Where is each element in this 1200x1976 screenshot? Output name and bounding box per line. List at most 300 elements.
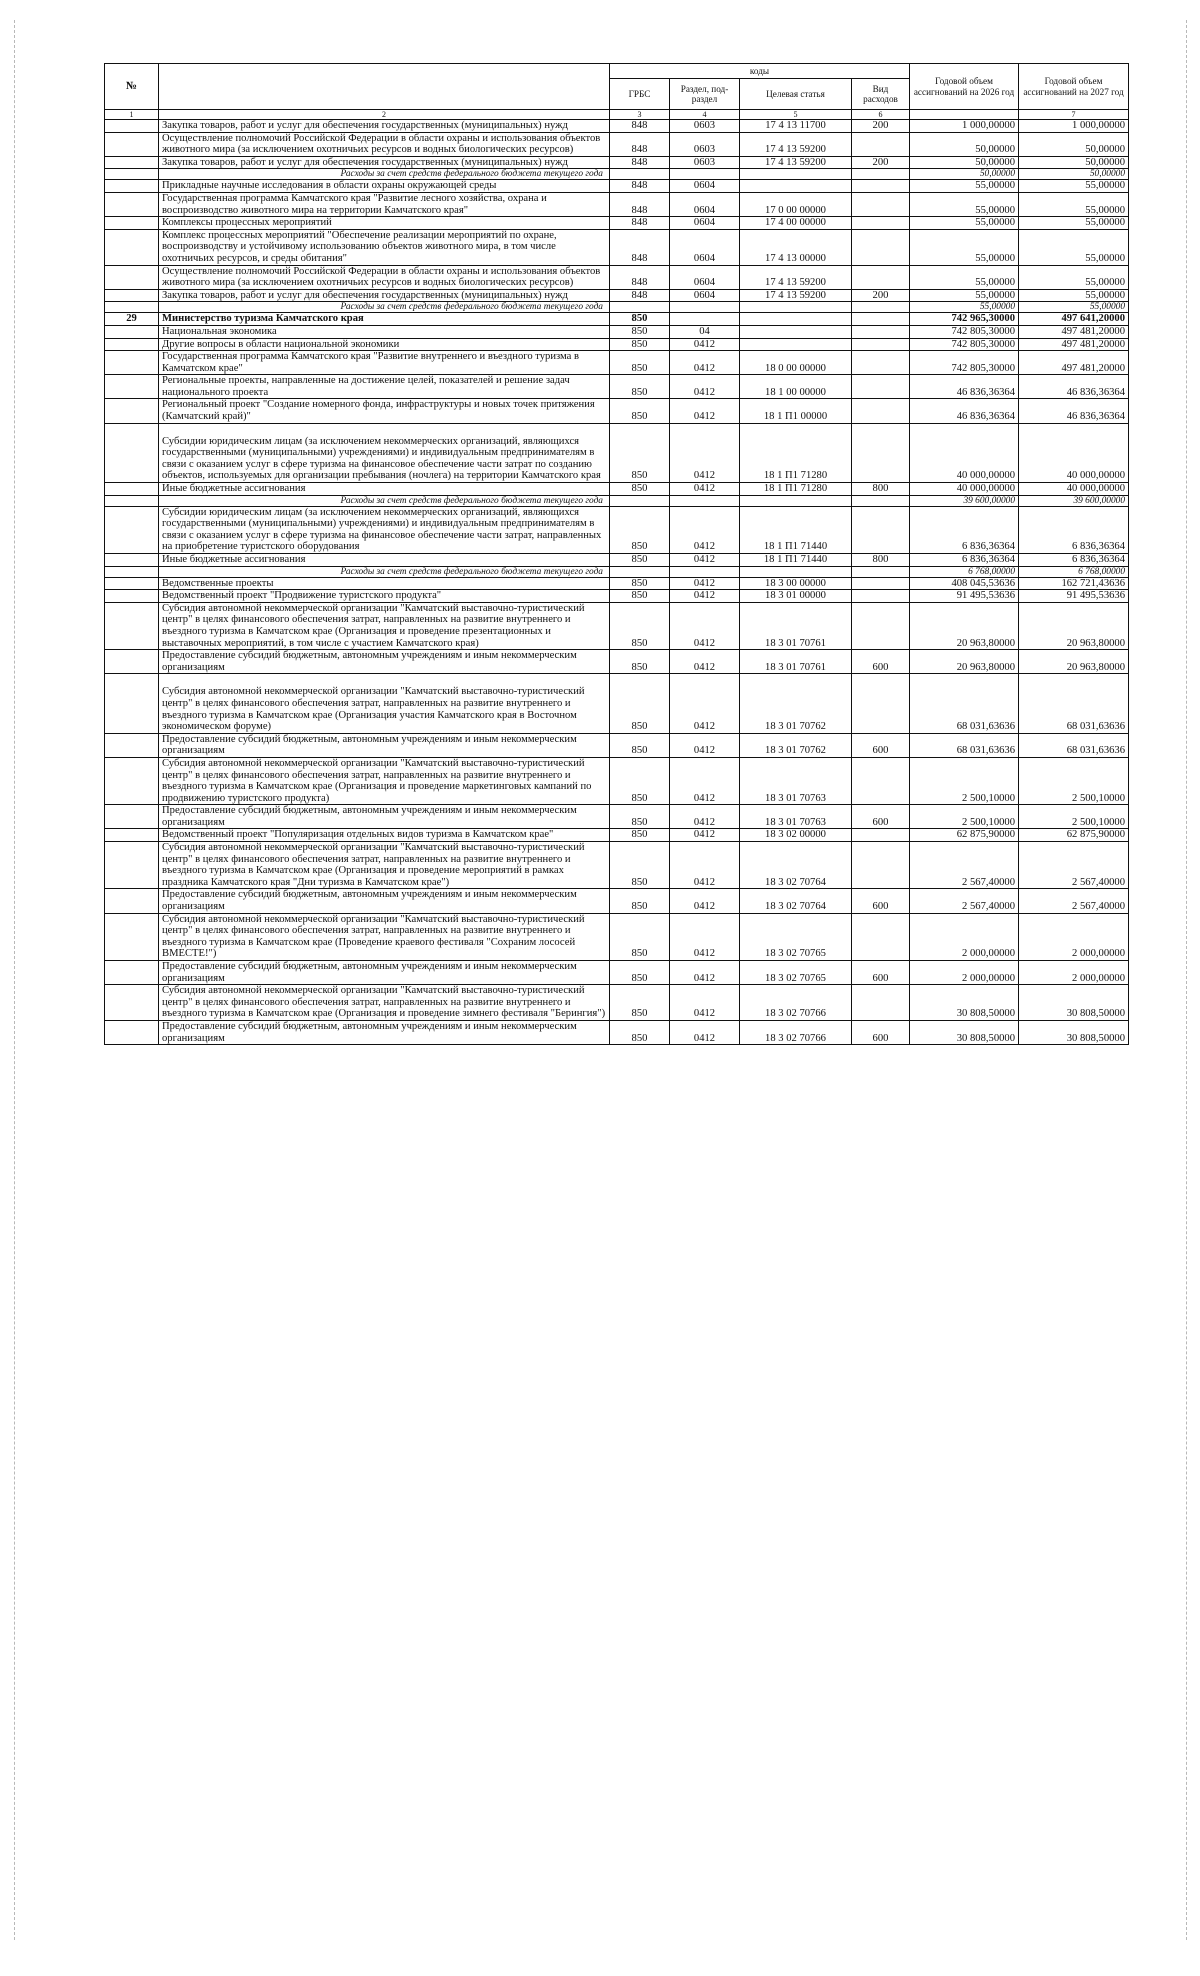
row-grbs: 850: [610, 805, 670, 829]
row-number: [105, 1020, 159, 1044]
row-amount-2026: 2 567,40000: [910, 889, 1019, 913]
row-amount-2026: 742 805,30000: [910, 351, 1019, 375]
row-amount-2026: 2 500,10000: [910, 805, 1019, 829]
row-target: [740, 302, 852, 313]
row-kind: [852, 192, 910, 216]
row-target: 18 3 00 00000: [740, 577, 852, 590]
row-section: 0412: [670, 399, 740, 423]
header-index: [910, 110, 1019, 120]
row-section: 0412: [670, 375, 740, 399]
header-2026: Годовой объем ассигнований на 2026 год: [910, 64, 1019, 110]
row-kind: [852, 506, 910, 553]
row-target: 18 3 02 70766: [740, 1020, 852, 1044]
row-kind: [852, 302, 910, 313]
row-kind: 600: [852, 889, 910, 913]
row-section: 0412: [670, 913, 740, 960]
row-amount-2026: 30 808,50000: [910, 985, 1019, 1021]
row-section: [670, 313, 740, 326]
row-name: Предоставление субсидий бюджетным, автономным учреждениям и иным некоммерческим организациям: [159, 889, 610, 913]
row-number: [105, 180, 159, 193]
row-amount-2027: 6 768,00000: [1019, 566, 1129, 577]
row-name: Другие вопросы в области национальной экономики: [159, 338, 610, 351]
row-amount-2026: 55,00000: [910, 217, 1019, 230]
row-kind: [852, 829, 910, 842]
row-amount-2026: 742 805,30000: [910, 325, 1019, 338]
row-grbs: 850: [610, 313, 670, 326]
row-kind: [852, 399, 910, 423]
row-name: Иные бюджетные ассигнования: [159, 483, 610, 496]
row-grbs: 850: [610, 829, 670, 842]
row-amount-2027: 55,00000: [1019, 180, 1129, 193]
row-amount-2026: 50,00000: [910, 132, 1019, 156]
row-grbs: 850: [610, 733, 670, 757]
row-kind: [852, 495, 910, 506]
row-grbs: 850: [610, 325, 670, 338]
table-row: [105, 375, 1129, 399]
row-grbs: 850: [610, 351, 670, 375]
row-target: 17 4 13 59200: [740, 265, 852, 289]
row-number: [105, 483, 159, 496]
table-body: [105, 120, 1129, 1045]
row-amount-2027: 2 000,00000: [1019, 913, 1129, 960]
row-name: Осуществление полномочий Российской Федерации в области охраны и использования объектов животного мира (за исключением охотничьих ресурсов и водных биологических ресурсов): [159, 132, 610, 156]
row-target: 18 1 00 00000: [740, 375, 852, 399]
row-grbs: 848: [610, 156, 670, 169]
row-section: 0603: [670, 132, 740, 156]
table-row: [105, 805, 1129, 829]
row-grbs: 850: [610, 842, 670, 889]
row-amount-2027: 46 836,36364: [1019, 375, 1129, 399]
table-row: [105, 156, 1129, 169]
header-name: [159, 64, 610, 110]
row-grbs: [610, 495, 670, 506]
row-amount-2026: 40 000,00000: [910, 423, 1019, 482]
row-amount-2026: 6 836,36364: [910, 554, 1019, 567]
row-section: 0412: [670, 961, 740, 985]
row-number: [105, 423, 159, 482]
row-number: [105, 650, 159, 674]
row-name: Субсидия автономной некоммерческой организации "Камчатский выставочно-туристический центр" в целях финансового обеспечения затрат, направленных на развитие внутреннего и въездного туризма в Камчатском крае (Организация и проведение маркетинговых кампаний по продвижению туристского продукта): [159, 757, 610, 804]
row-section: 0412: [670, 590, 740, 603]
row-target: 17 4 13 11700: [740, 120, 852, 133]
row-amount-2027: 497 481,20000: [1019, 338, 1129, 351]
row-section: 0412: [670, 674, 740, 733]
table-row: [105, 217, 1129, 230]
row-amount-2027: 162 721,43636: [1019, 577, 1129, 590]
table-row: [105, 423, 1129, 482]
row-target: 18 3 01 70761: [740, 650, 852, 674]
row-grbs: 850: [610, 338, 670, 351]
row-amount-2026: 46 836,36364: [910, 399, 1019, 423]
row-name: Субсидии юридическим лицам (за исключением некоммерческих организаций, являющихся государственными (муниципальными) учреждениями) и индивидуальным предпринимателям в связи с оказанием услуг в сфере туризма на финансовое обеспечение части затрат по созданию объектов, используемых для организации пребывания (ночлега) на территории Камчатского края: [159, 423, 610, 482]
row-section: 0604: [670, 265, 740, 289]
row-kind: [852, 325, 910, 338]
row-amount-2026: 68 031,63636: [910, 674, 1019, 733]
row-section: 0412: [670, 650, 740, 674]
row-number: [105, 506, 159, 553]
row-number: [105, 602, 159, 649]
row-kind: 600: [852, 961, 910, 985]
row-section: [670, 495, 740, 506]
row-amount-2026: 2 000,00000: [910, 913, 1019, 960]
row-kind: 200: [852, 120, 910, 133]
table-row: [105, 1020, 1129, 1044]
row-target: 18 1 П1 71280: [740, 423, 852, 482]
row-kind: 200: [852, 289, 910, 302]
row-grbs: 850: [610, 375, 670, 399]
row-number: [105, 156, 159, 169]
row-name: Закупка товаров, работ и услуг для обеспечения государственных (муниципальных) нужд: [159, 289, 610, 302]
row-kind: [852, 566, 910, 577]
row-grbs: [610, 302, 670, 313]
row-name: Комплекс процессных мероприятий "Обеспечение реализации мероприятий по охране, воспроизводству и устойчивому использованию объектов животного мира, в том числе охотничьих ресурсов, и среды обитания": [159, 229, 610, 265]
row-grbs: 850: [610, 577, 670, 590]
row-amount-2026: 68 031,63636: [910, 733, 1019, 757]
row-amount-2026: 62 875,90000: [910, 829, 1019, 842]
row-name: Ведомственный проект "Популяризация отдельных видов туризма в Камчатском крае": [159, 829, 610, 842]
row-grbs: 850: [610, 913, 670, 960]
header-index: 5: [740, 110, 852, 120]
row-section: 0412: [670, 351, 740, 375]
row-grbs: 850: [610, 757, 670, 804]
row-kind: 200: [852, 156, 910, 169]
row-kind: [852, 217, 910, 230]
row-section: 0412: [670, 985, 740, 1021]
row-grbs: 848: [610, 265, 670, 289]
row-target: 18 3 01 00000: [740, 590, 852, 603]
row-kind: 600: [852, 733, 910, 757]
row-section: 0412: [670, 338, 740, 351]
row-kind: 600: [852, 1020, 910, 1044]
row-number: [105, 120, 159, 133]
row-number: [105, 842, 159, 889]
row-target: 18 3 01 70762: [740, 674, 852, 733]
table-row: [105, 961, 1129, 985]
row-section: 0603: [670, 120, 740, 133]
row-kind: [852, 577, 910, 590]
row-number: 29: [105, 313, 159, 326]
row-amount-2026: 742 965,30000: [910, 313, 1019, 326]
row-kind: [852, 757, 910, 804]
row-section: 0412: [670, 842, 740, 889]
row-grbs: 850: [610, 985, 670, 1021]
header-number: №: [105, 64, 159, 110]
row-number: [105, 554, 159, 567]
row-target: 18 3 01 70763: [740, 805, 852, 829]
row-grbs: 848: [610, 180, 670, 193]
row-amount-2026: 55,00000: [910, 192, 1019, 216]
row-number: [105, 217, 159, 230]
row-section: [670, 302, 740, 313]
row-grbs: 850: [610, 961, 670, 985]
row-section: 0412: [670, 554, 740, 567]
row-target: 18 0 00 00000: [740, 351, 852, 375]
row-target: 18 1 П1 71440: [740, 554, 852, 567]
row-target: 18 3 02 70765: [740, 913, 852, 960]
row-amount-2027: 55,00000: [1019, 302, 1129, 313]
row-amount-2026: 50,00000: [910, 156, 1019, 169]
row-amount-2027: 62 875,90000: [1019, 829, 1129, 842]
row-amount-2027: 55,00000: [1019, 289, 1129, 302]
row-amount-2027: 20 963,80000: [1019, 650, 1129, 674]
row-number: [105, 229, 159, 265]
header-section: Раздел, под-раздел: [670, 79, 740, 110]
row-grbs: 848: [610, 289, 670, 302]
row-section: 0412: [670, 889, 740, 913]
row-grbs: 848: [610, 132, 670, 156]
header-index: 1: [105, 110, 159, 120]
table-row: [105, 506, 1129, 553]
row-name: Расходы за счет средств федерального бюджета текущего года: [159, 495, 610, 506]
row-target: 18 3 01 70763: [740, 757, 852, 804]
table-row: [105, 338, 1129, 351]
row-kind: [852, 132, 910, 156]
row-amount-2027: 2 000,00000: [1019, 961, 1129, 985]
row-name: Субсидия автономной некоммерческой организации "Камчатский выставочно-туристический центр" в целях финансового обеспечения затрат, направленных на развитие внутреннего и въездного туризма в Камчатском крае (Организация участия Камчатского края в Восточном экономическом форуме): [159, 674, 610, 733]
row-section: 0412: [670, 805, 740, 829]
row-name: Предоставление субсидий бюджетным, автономным учреждениям и иным некоммерческим организациям: [159, 961, 610, 985]
row-amount-2026: 55,00000: [910, 229, 1019, 265]
row-name: Предоставление субсидий бюджетным, автономным учреждениям и иным некоммерческим организациям: [159, 650, 610, 674]
row-amount-2027: 55,00000: [1019, 229, 1129, 265]
row-grbs: 850: [610, 506, 670, 553]
row-grbs: 850: [610, 483, 670, 496]
row-kind: [852, 602, 910, 649]
row-number: [105, 674, 159, 733]
table-row: [105, 180, 1129, 193]
row-section: 0604: [670, 289, 740, 302]
row-target: [740, 566, 852, 577]
row-grbs: 848: [610, 217, 670, 230]
row-kind: [852, 674, 910, 733]
row-section: 0412: [670, 733, 740, 757]
row-amount-2027: 30 808,50000: [1019, 1020, 1129, 1044]
row-target: [740, 180, 852, 193]
row-number: [105, 985, 159, 1021]
row-kind: [852, 229, 910, 265]
row-kind: 600: [852, 650, 910, 674]
row-amount-2027: 40 000,00000: [1019, 423, 1129, 482]
row-name: Региональные проекты, направленные на достижение целей, показателей и решение задач национального проекта: [159, 375, 610, 399]
row-number: [105, 495, 159, 506]
row-number: [105, 375, 159, 399]
header-grbs: ГРБС: [610, 79, 670, 110]
row-amount-2026: 1 000,00000: [910, 120, 1019, 133]
row-amount-2027: 20 963,80000: [1019, 602, 1129, 649]
scan-edge-right: [1186, 20, 1187, 1940]
table-row: [105, 757, 1129, 804]
row-section: 0604: [670, 180, 740, 193]
row-section: 04: [670, 325, 740, 338]
row-amount-2026: 6 768,00000: [910, 566, 1019, 577]
row-amount-2027: 68 031,63636: [1019, 674, 1129, 733]
row-target: 17 0 00 00000: [740, 192, 852, 216]
row-name: Комплексы процессных мероприятий: [159, 217, 610, 230]
row-kind: [852, 180, 910, 193]
row-target: 17 4 13 00000: [740, 229, 852, 265]
row-number: [105, 169, 159, 180]
table-row: [105, 399, 1129, 423]
row-grbs: 848: [610, 229, 670, 265]
row-grbs: 850: [610, 590, 670, 603]
table-header: [105, 64, 1129, 120]
row-number: [105, 590, 159, 603]
row-number: [105, 265, 159, 289]
row-number: [105, 961, 159, 985]
row-kind: [852, 913, 910, 960]
row-target: 18 1 П1 00000: [740, 399, 852, 423]
table-row: [105, 650, 1129, 674]
row-amount-2027: 497 481,20000: [1019, 325, 1129, 338]
row-amount-2027: 55,00000: [1019, 265, 1129, 289]
row-amount-2027: 30 808,50000: [1019, 985, 1129, 1021]
row-grbs: 850: [610, 889, 670, 913]
row-name: Прикладные научные исследования в области охраны окружающей среды: [159, 180, 610, 193]
row-amount-2027: 91 495,53636: [1019, 590, 1129, 603]
table-row: [105, 302, 1129, 313]
header-2027: Годовой объем ассигнований на 2027 год: [1019, 64, 1129, 110]
table-row: [105, 602, 1129, 649]
row-grbs: 850: [610, 650, 670, 674]
table-row: [105, 192, 1129, 216]
row-target: [740, 338, 852, 351]
row-number: [105, 757, 159, 804]
row-amount-2026: 30 808,50000: [910, 1020, 1019, 1044]
row-kind: [852, 985, 910, 1021]
row-amount-2027: 497 481,20000: [1019, 351, 1129, 375]
row-number: [105, 325, 159, 338]
table-row: [105, 985, 1129, 1021]
row-target: [740, 325, 852, 338]
row-section: 0412: [670, 577, 740, 590]
row-grbs: 850: [610, 1020, 670, 1044]
row-name: Государственная программа Камчатского края "Развитие лесного хозяйства, охрана и воспроизводство животного мира на территории Камчатского края": [159, 192, 610, 216]
row-amount-2027: 40 000,00000: [1019, 483, 1129, 496]
row-name: Расходы за счет средств федерального бюджета текущего года: [159, 302, 610, 313]
row-amount-2026: 55,00000: [910, 180, 1019, 193]
row-amount-2027: 2 567,40000: [1019, 842, 1129, 889]
row-name: Ведомственные проекты: [159, 577, 610, 590]
row-target: 18 3 02 70765: [740, 961, 852, 985]
row-target: 18 3 02 00000: [740, 829, 852, 842]
row-target: 17 4 13 59200: [740, 289, 852, 302]
row-target: 17 4 00 00000: [740, 217, 852, 230]
row-amount-2027: 39 600,00000: [1019, 495, 1129, 506]
row-target: 18 3 02 70766: [740, 985, 852, 1021]
row-section: 0604: [670, 217, 740, 230]
row-target: 18 1 П1 71280: [740, 483, 852, 496]
row-amount-2027: 55,00000: [1019, 192, 1129, 216]
row-amount-2027: 6 836,36364: [1019, 554, 1129, 567]
table-row: [105, 577, 1129, 590]
row-target: [740, 313, 852, 326]
header-codes: коды: [610, 64, 910, 79]
row-kind: [852, 338, 910, 351]
row-number: [105, 829, 159, 842]
row-kind: [852, 842, 910, 889]
row-grbs: 850: [610, 423, 670, 482]
row-grbs: 848: [610, 192, 670, 216]
row-name: Министерство туризма Камчатского края: [159, 313, 610, 326]
row-amount-2026: 2 500,10000: [910, 757, 1019, 804]
row-name: Региональный проект "Создание номерного фонда, инфраструктуры и новых точек притяжения (Камчатский край)": [159, 399, 610, 423]
row-amount-2026: 46 836,36364: [910, 375, 1019, 399]
row-target: 18 1 П1 71440: [740, 506, 852, 553]
header-index: 7: [1019, 110, 1129, 120]
table-row: [105, 120, 1129, 133]
table-row: [105, 913, 1129, 960]
row-target: 18 3 01 70762: [740, 733, 852, 757]
row-name: Субсидия автономной некоммерческой организации "Камчатский выставочно-туристический центр" в целях финансового обеспечения затрат, направленных на развитие внутреннего и въездного туризма в Камчатском крае (Проведение краевого фестиваля "Сохраним лососей ВМЕСТЕ!"): [159, 913, 610, 960]
header-index: 6: [852, 110, 910, 120]
row-amount-2026: 40 000,00000: [910, 483, 1019, 496]
row-number: [105, 889, 159, 913]
row-section: 0412: [670, 602, 740, 649]
row-amount-2026: 91 495,53636: [910, 590, 1019, 603]
row-amount-2026: 742 805,30000: [910, 338, 1019, 351]
row-number: [105, 805, 159, 829]
row-amount-2027: 50,00000: [1019, 132, 1129, 156]
header-kind: Вид расходов: [852, 79, 910, 110]
row-amount-2027: 46 836,36364: [1019, 399, 1129, 423]
row-grbs: 850: [610, 602, 670, 649]
table-row: [105, 313, 1129, 326]
table-row: [105, 229, 1129, 265]
table-row: [105, 351, 1129, 375]
row-name: Предоставление субсидий бюджетным, автономным учреждениям и иным некоммерческим организациям: [159, 1020, 610, 1044]
table-row: [105, 590, 1129, 603]
row-amount-2027: 1 000,00000: [1019, 120, 1129, 133]
table-row: [105, 674, 1129, 733]
row-kind: [852, 313, 910, 326]
row-target: 18 3 02 70764: [740, 842, 852, 889]
table-row: [105, 829, 1129, 842]
row-target: [740, 495, 852, 506]
row-section: 0412: [670, 423, 740, 482]
row-amount-2026: 20 963,80000: [910, 602, 1019, 649]
row-kind: [852, 265, 910, 289]
row-name: Закупка товаров, работ и услуг для обеспечения государственных (муниципальных) нужд: [159, 120, 610, 133]
row-section: 0604: [670, 229, 740, 265]
row-amount-2026: 2 000,00000: [910, 961, 1019, 985]
table-row: [105, 495, 1129, 506]
row-amount-2026: 50,00000: [910, 169, 1019, 180]
table-row: [105, 265, 1129, 289]
row-name: Предоставление субсидий бюджетным, автономным учреждениям и иным некоммерческим организациям: [159, 805, 610, 829]
row-name: Иные бюджетные ассигнования: [159, 554, 610, 567]
row-number: [105, 192, 159, 216]
row-name: Закупка товаров, работ и услуг для обеспечения государственных (муниципальных) нужд: [159, 156, 610, 169]
row-section: 0604: [670, 192, 740, 216]
row-amount-2027: 2 500,10000: [1019, 805, 1129, 829]
row-section: 0412: [670, 1020, 740, 1044]
row-name: Расходы за счет средств федерального бюджета текущего года: [159, 566, 610, 577]
row-number: [105, 289, 159, 302]
row-amount-2026: 55,00000: [910, 265, 1019, 289]
row-section: [670, 169, 740, 180]
row-grbs: 848: [610, 120, 670, 133]
row-number: [105, 302, 159, 313]
row-section: [670, 566, 740, 577]
header-index: 3: [610, 110, 670, 120]
row-number: [105, 577, 159, 590]
row-amount-2026: 408 045,53636: [910, 577, 1019, 590]
row-name: Ведомственный проект "Продвижение туристского продукта": [159, 590, 610, 603]
row-target: [740, 169, 852, 180]
row-name: Субсидии юридическим лицам (за исключением некоммерческих организаций, являющихся государственными (муниципальными) учреждениями) и индивидуальным предпринимателям в связи с оказанием услуг в сфере туризма на финансовое обеспечение части затрат, направленных на приобретение туристского оборудования: [159, 506, 610, 553]
row-target: 18 3 01 70761: [740, 602, 852, 649]
row-amount-2027: 2 567,40000: [1019, 889, 1129, 913]
